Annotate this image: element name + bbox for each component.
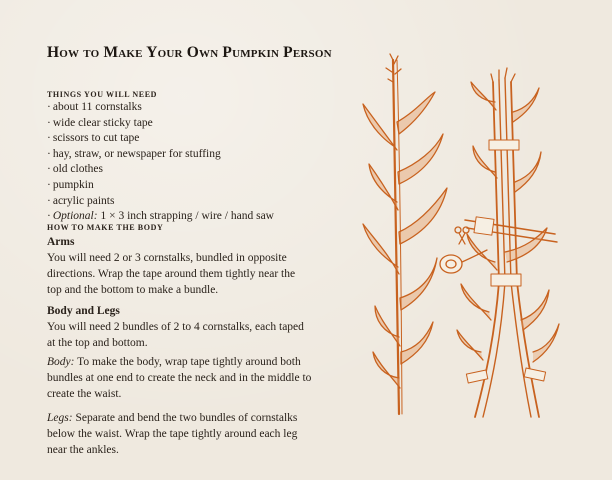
body-text: To make the body, wrap tape tightly around both bundles at one end to create the neck and in the middle to create the waist. xyxy=(47,356,312,400)
things-needed-heading: THINGS YOU WILL NEED xyxy=(47,90,158,99)
legs-text: Separate and bend the two bundles of cornstalks below the waist. Wrap the tape tightly around each leg near the ankles. xyxy=(47,412,298,456)
list-item: · scissors to cut tape xyxy=(47,132,140,145)
list-item: · old clothes xyxy=(47,163,103,176)
arms-section xyxy=(47,235,312,298)
list-item: · pumpkin xyxy=(47,178,94,191)
body-legs-section xyxy=(47,304,312,351)
list-item: · wide clear sticky tape xyxy=(47,116,153,129)
cornstalk-bundle-illustration xyxy=(457,68,559,417)
tape-roll-icon xyxy=(440,250,487,273)
optional-label: Optional: xyxy=(52,210,98,223)
page-title: How to Make Your Own Pumpkin Person xyxy=(47,44,332,61)
cornstalk-illustration xyxy=(363,54,447,414)
cornstalk-illustration xyxy=(355,52,575,422)
list-item: · hay, straw, or newspaper for stuffing xyxy=(47,147,221,160)
arms-text: You will need 2 or 3 cornstalks, bundled in opposite directions. Wrap the tape around them tightly near the top and the bottom to make a bundle. xyxy=(47,252,296,296)
list-item-optional: · Optional: 1 × 3 inch strapping / wire / hand saw xyxy=(47,210,274,223)
make-body-heading: HOW TO MAKE THE BODY xyxy=(47,223,164,232)
body-label: Body: xyxy=(47,356,75,368)
legs-section xyxy=(47,410,312,458)
legs-label: Legs: xyxy=(47,412,73,424)
arms-heading: Arms xyxy=(47,236,75,248)
body-legs-heading: Body and Legs xyxy=(47,305,120,317)
list-item: · about 11 cornstalks xyxy=(47,101,142,113)
list-item: · acrylic paints xyxy=(47,194,115,207)
body-section xyxy=(47,354,312,402)
body-legs-text: You will need 2 bundles of 2 to 4 cornstalks, each taped at the top and bottom. xyxy=(47,321,304,349)
supplies-list xyxy=(47,100,274,225)
